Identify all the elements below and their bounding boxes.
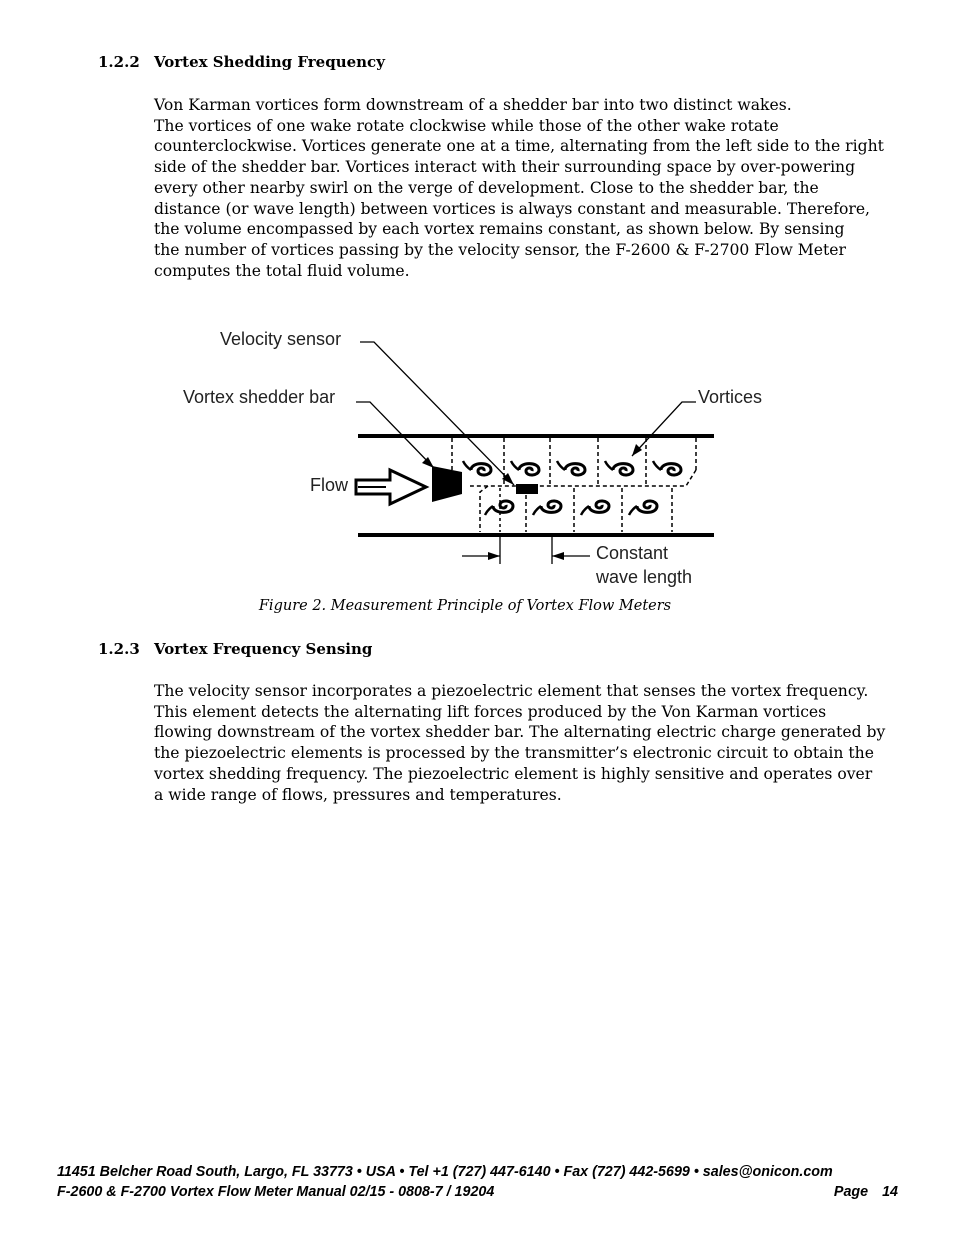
vortices-top (463, 461, 681, 475)
text-line: flowing downstream of the vortex shedder bar. The alternating electric charge generated by (154, 723, 886, 742)
vortex-cells-top (452, 438, 696, 486)
wave-length-dimension (462, 534, 590, 564)
vortex-cells-bottom (480, 486, 672, 532)
shedder-bar-shape (432, 466, 462, 502)
page-number-block (834, 1184, 898, 1200)
label-wave-length: wave length (596, 567, 693, 587)
vortices-bottom (485, 501, 657, 515)
text-line: The velocity sensor incorporates a piezoelectric element that senses the vortex frequency. (154, 682, 869, 700)
text-line: the number of vortices passing by the velocity sensor, the F-2600 & F-2700 Flow Meter (154, 240, 846, 259)
label-flow: Flow (310, 475, 349, 495)
section-number: 1.2.3 (98, 640, 140, 658)
velocity-sensor-shape (516, 484, 538, 494)
text-line: Von Karman vortices form downstream of a shedder bar into two distinct wakes. (154, 96, 792, 114)
text-line: side of the shedder bar. Vortices interact with their surrounding space by over-powering (154, 158, 856, 177)
section-heading-1-2-2 (98, 53, 385, 71)
section-title: Vortex Shedding Frequency (154, 53, 385, 71)
footer-manual-line (57, 1184, 898, 1200)
label-shedder-bar: Vortex shedder bar (183, 387, 336, 407)
text-line: This element detects the alternating lift forces produced by the Von Karman vortices (154, 702, 827, 721)
text-line: distance (or wave length) between vortices is always constant and measurable. Therefore, (154, 199, 871, 218)
paragraph-frequency-sensing (154, 681, 886, 805)
text-line: counterclockwise. Vortices generate one at a time, alternating from the left side to the right (154, 137, 884, 156)
text-line: a wide range of flows, pressures and temperatures. (154, 785, 562, 804)
label-constant: Constant (596, 543, 669, 563)
text-line: The vortices of one wake rotate clockwise while those of the other wake rotate (154, 116, 779, 135)
figure-caption: Figure 2. Measurement Principle of Vortex Flow Meters (258, 598, 672, 614)
text-line: the piezoelectric elements is processed by the transmitter’s electronic circuit to obtain the (154, 744, 874, 763)
section-title: Vortex Frequency Sensing (154, 640, 373, 658)
label-velocity-sensor: Velocity sensor (220, 329, 342, 349)
section-number: 1.2.2 (98, 53, 140, 71)
text-line: the volume encompassed by each vortex remains constant, as shown below. By sensing (154, 220, 845, 239)
text-line: computes the total fluid volume. (154, 261, 410, 280)
footer-manual: F-2600 & F-2700 Vortex Flow Meter Manual 02/15 - 0808-7 / 19204 (57, 1184, 495, 1200)
label-vortices: Vortices (698, 387, 763, 407)
text-line: vortex shedding frequency. The piezoelectric element is highly sensitive and operates over (154, 764, 873, 783)
vortex-diagram (170, 320, 780, 592)
section-heading-1-2-3 (98, 640, 372, 658)
page-number: 14 (882, 1184, 898, 1200)
footer-address: 11451 Belcher Road South, Largo, FL 33773 • USA • Tel +1 (727) 447-6140 • Fax (727) 442-5699 • sales@onicon.com (57, 1164, 833, 1180)
flow-arrow (356, 470, 426, 504)
text-line: every other nearby swirl on the verge of development. Close to the shedder bar, the (154, 178, 819, 197)
paragraph-vortex-shedding (154, 95, 884, 281)
page-label: Page (833, 1184, 869, 1200)
